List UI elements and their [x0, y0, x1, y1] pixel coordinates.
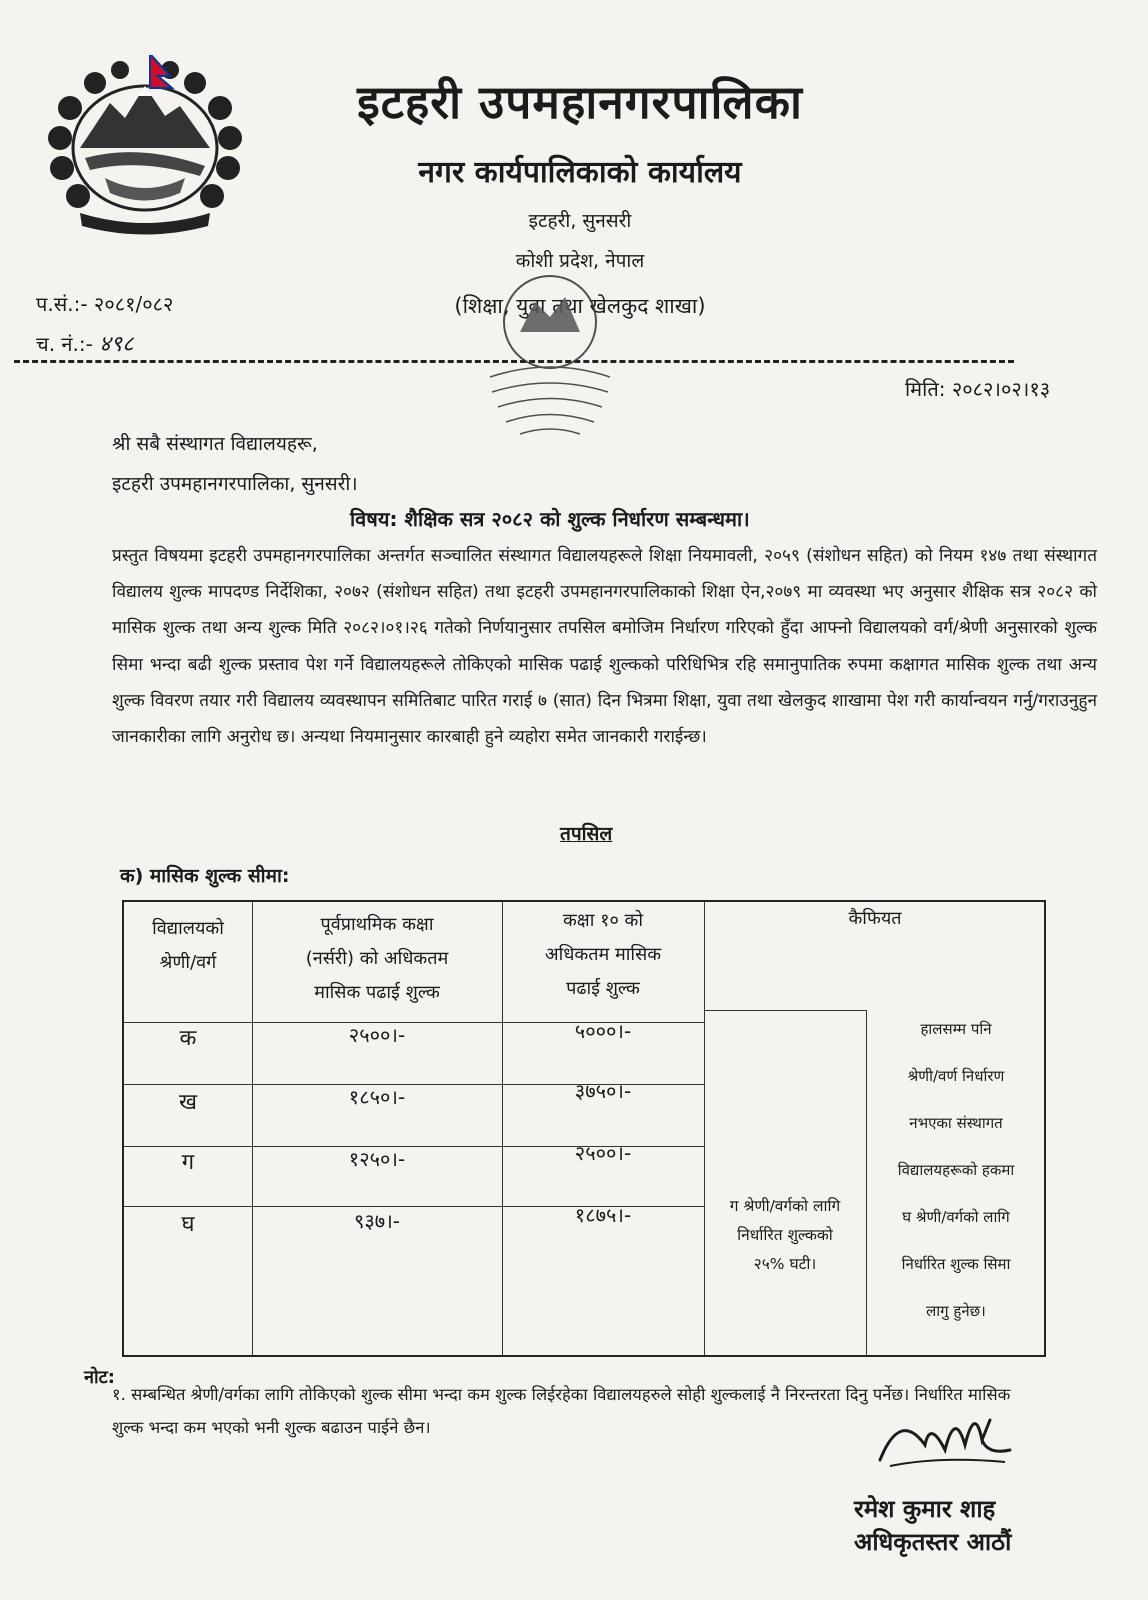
fee-limit-table — [122, 900, 1046, 1357]
handwritten-signature — [870, 1400, 1020, 1480]
signer-name: रमेश कुमार शाह — [854, 1495, 996, 1523]
row-ka-preprimary: २५००।- — [348, 1023, 406, 1047]
office-name: नगर कार्यपालिकाको कार्यालय — [418, 155, 742, 190]
header-preprimary-fee: पूर्वप्राथमिक कक्षा (नर्सरी) को अधिकतम मासिक पढाई शुल्क — [305, 914, 449, 1003]
recipient-line-2: इटहरी उपमहानगरपालिका, सुनसरी। — [112, 473, 358, 495]
dispatch-label: च. नं.:- — [36, 332, 93, 356]
letter-body: प्रस्तुत विषयमा इटहरी उपमहानगरपालिका अन्तर्गत सञ्चालित संस्थागत विद्यालयहरूले शिक्षा नियमावली, २०५९ (संशोधन सहित) को नियम १४७ तथा संस्थागत विद्यालय शुल्क मापदण्ड निर्देशिका, २०७२ (संशोधन सहित) तथा इटहरी उपमहानगरपालिकाको शिक्षा ऐन,२०७९ मा व्यवस्था भए अनुसार शैक्षिक सत्र २०८२ को मासिक शुल्क तथा अन्य शुल्क मिति २०८२।०१।२६ गतेको निर्णयानुसार तपसिल बमोजिम निर्धारण गरिएको हुँदा आफ्नो विद्यालयको वर्ग/श्रेणी अनुसारको शुल्क सिमा भन्दा बढी शुल्क प्रस्ताव पेश गर्ने विद्यालयहरूले तोकिएको मासिक पढाई शुल्कको परिधिभित्र रहि समानुपातिक रुपमा कक्षागत मासिक शुल्क तथा अन्य शुल्क विवरण तयार गरी विद्यालय व्यवस्थापन समितिबाट पारित गराई ७ (सात) दिन भित्रमा शिक्षा, युवा तथा खेलकुद शाखामा पेश गरी कार्यान्वयन गर्नु/गराउनुहुन जानकारीका लागि अनुरोध छ। अन्यथा नियमानुसार कारबाही हुने व्यहोरा समेत जानकारी गराईन्छ। — [112, 546, 1097, 748]
remark-gha: ग श्रेणी/वर्गको लागि निर्धारित शुल्कको २५% घटी। — [729, 1197, 841, 1273]
branch-name: (शिक्षा, युवा तथा खेलकुद शाखा) — [454, 294, 706, 318]
organization-name: इटहरी उपमहानगरपालिका — [357, 75, 803, 129]
row-ga-grade10: २५००।- — [574, 1141, 632, 1165]
letter-subject: विषय: शैक्षिक सत्र २०८२ को शुल्क निर्धारण सम्बन्धमा। — [350, 507, 750, 531]
note-item-1: १. सम्बन्धित श्रेणी/वर्गका लागि तोकिएको शुल्क सीमा भन्दा कम शुल्क लिईरहेका विद्यालयहरुले सोही शुल्कलाई नै निरन्तरता दिनु पर्नेछ। निर्धारित मासिक शुल्क भन्दा कम भएको भनी शुल्क बढाउन पाईने छैन। — [112, 1385, 1011, 1437]
reference-number — [36, 290, 173, 317]
address-line-2: कोशी प्रदेश, नेपाल — [515, 250, 645, 272]
dispatch-number — [36, 328, 134, 358]
row-ka-grade10: ५०००।- — [574, 1019, 632, 1043]
government-emblem-icon — [40, 48, 250, 238]
reference-value: २०८१/०८२ — [93, 292, 174, 316]
signer-designation: अधिकृतस्तर आठौं — [854, 1528, 1012, 1556]
header-category: विद्यालयको श्रेणी/वर्ग — [152, 918, 224, 973]
row-ga-preprimary: १२५०।- — [348, 1147, 406, 1171]
row-kha-preprimary: १८५०।- — [348, 1085, 406, 1109]
row-ka-category: क — [179, 1026, 197, 1051]
header-remarks: कैफियत — [848, 908, 902, 929]
office-seal-stamp — [470, 262, 630, 442]
row-gha-category: घ — [181, 1212, 195, 1237]
address-line-1: इटहरी, सुनसरी — [528, 210, 632, 232]
row-gha-grade10: १८७५।- — [574, 1203, 632, 1227]
letter-date: मिति: २०८२।०२।१३ — [905, 377, 1051, 401]
schedule-heading: तपसिल — [560, 823, 613, 845]
dispatch-value: ४९८ — [99, 332, 134, 357]
row-gha-preprimary: ९३७।- — [354, 1209, 400, 1233]
row-kha-category: ख — [179, 1090, 197, 1115]
row-ga-category: ग — [181, 1150, 195, 1175]
row-kha-grade10: ३७५०।- — [574, 1079, 632, 1103]
section-a-heading: क) मासिक शुल्क सीमा: — [120, 865, 290, 887]
header-grade10-fee: कक्षा १० को अधिकतम मासिक पढाई शुल्क — [544, 910, 662, 999]
remark-general: हालसम्म पनि श्रेणी/वर्ण निर्धारण नभएका संस्थागत विद्यालयहरूको हकमा घ श्रेणी/वर्गको लागि निर्धारित शुल्क सिमा लागु हुनेछ। — [897, 1020, 1015, 1320]
note-label: नोट: — [84, 1367, 115, 1388]
reference-label: प.सं.:- — [36, 292, 88, 316]
recipient-line-1: श्री सबै संस्थागत विद्यालयहरू, — [112, 433, 318, 455]
